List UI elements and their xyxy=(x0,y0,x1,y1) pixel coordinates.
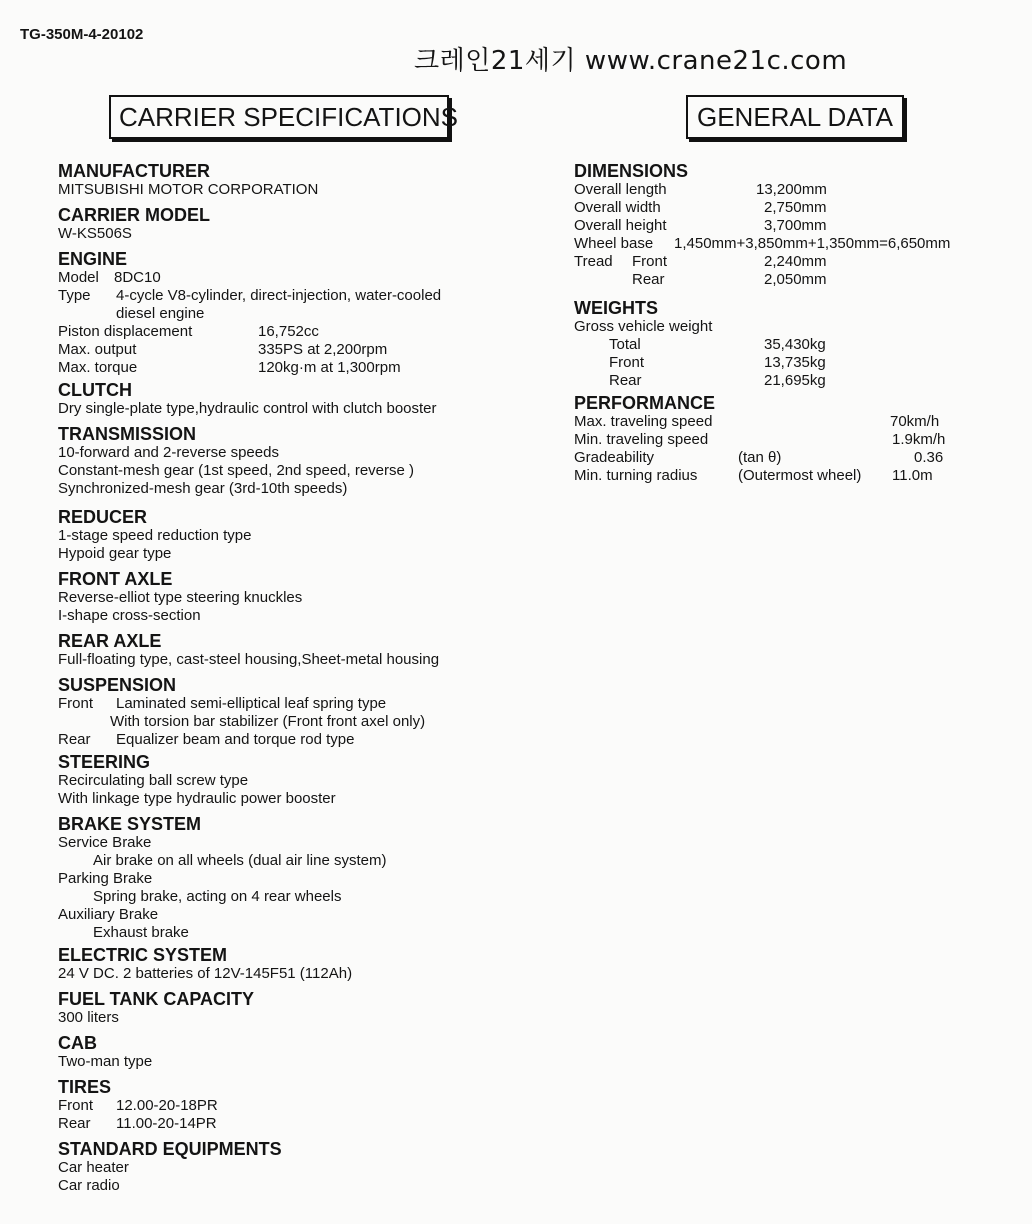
tread-rear-value: 2,050mm xyxy=(764,271,827,288)
overall-width-label: Overall width xyxy=(574,199,661,216)
tires-heading: TIRES xyxy=(58,1077,112,1097)
parking-brake-value: Spring brake, acting on 4 rear wheels xyxy=(93,888,342,905)
gradeability-value: 0.36 xyxy=(914,449,944,466)
overall-length-value: 13,200mm xyxy=(756,181,827,198)
performance-heading: PERFORMANCE xyxy=(574,393,716,413)
rear-axle-value: Full-floating type, cast-steel housing,Sheet-metal housing xyxy=(58,651,440,668)
service-brake-label: Service Brake xyxy=(58,834,152,851)
tires-rear-label: Rear xyxy=(58,1115,91,1132)
weight-front-row xyxy=(574,354,1014,372)
clutch-heading: CLUTCH xyxy=(58,380,132,400)
website-banner: 크레인21세기 www.crane21c.com xyxy=(414,46,848,76)
turning-radius-row xyxy=(574,467,1014,485)
overall-height-value: 3,700mm xyxy=(764,217,827,234)
overall-length-row xyxy=(574,181,1014,199)
carrier-model-value: W-KS506S xyxy=(58,225,132,242)
overall-length-label: Overall length xyxy=(574,181,667,198)
suspension-rear-row xyxy=(58,731,518,749)
engine-output-row xyxy=(58,341,518,359)
engine-model-row xyxy=(58,269,518,287)
engine-model-value: 8DC10 xyxy=(114,269,161,286)
min-speed-value: 1.9km/h xyxy=(892,431,946,448)
fuel-tank-heading: FUEL TANK CAPACITY xyxy=(58,989,254,1009)
engine-type-value: 4-cycle V8-cylinder, direct-injection, water-cooled xyxy=(116,287,442,304)
overall-height-label: Overall height xyxy=(574,217,667,234)
weight-rear-label: Rear xyxy=(609,372,642,389)
steering-heading: STEERING xyxy=(58,752,151,772)
reducer-value-1: 1-stage speed reduction type xyxy=(58,527,252,544)
front-axle-value-1: Reverse-elliot type steering knuckles xyxy=(58,589,303,606)
max-speed-row xyxy=(574,413,1014,431)
standard-equipments-heading: STANDARD EQUIPMENTS xyxy=(58,1139,282,1159)
gross-vehicle-weight-label: Gross vehicle weight xyxy=(574,318,713,335)
front-axle-heading: FRONT AXLE xyxy=(58,569,173,589)
turning-radius-label: Min. turning radius xyxy=(574,467,698,484)
carrier-model-heading: CARRIER MODEL xyxy=(58,205,210,225)
transmission-value-2: Constant-mesh gear (1st speed, 2nd speed, reverse ) xyxy=(58,462,415,479)
document-code: TG-350M-4-20102 xyxy=(20,26,144,43)
displacement-value: 16,752cc xyxy=(258,323,319,340)
torque-value: 120kg·m at 1,300rpm xyxy=(258,359,401,376)
suspension-front-row-2 xyxy=(58,713,518,731)
engine-model-label: Model xyxy=(58,269,99,286)
standard-equipment-1: Car heater xyxy=(58,1159,129,1176)
gradeability-row xyxy=(574,449,1014,467)
tread-rear-row xyxy=(574,271,1014,289)
engine-displacement-row xyxy=(58,323,518,341)
rear-axle-heading: REAR AXLE xyxy=(58,631,162,651)
engine-heading: ENGINE xyxy=(58,249,128,269)
general-data-title: GENERAL DATA xyxy=(686,95,904,139)
brake-system-heading: BRAKE SYSTEM xyxy=(58,814,202,834)
tires-front-value: 12.00-20-18PR xyxy=(116,1097,218,1114)
manufacturer-value: MITSUBISHI MOTOR CORPORATION xyxy=(58,181,319,198)
wheel-base-value: 1,450mm+3,850mm+1,350mm=6,650mm xyxy=(674,235,951,252)
weight-rear-value: 21,695kg xyxy=(764,372,826,389)
electric-system-value: 24 V DC. 2 batteries of 12V-145F51 (112Ah) xyxy=(58,965,353,982)
electric-system-heading: ELECTRIC SYSTEM xyxy=(58,945,228,965)
reducer-heading: REDUCER xyxy=(58,507,148,527)
overall-width-row xyxy=(574,199,1014,217)
carrier-specifications-column xyxy=(58,158,518,1195)
tires-rear-row xyxy=(58,1115,518,1133)
fuel-tank-value: 300 liters xyxy=(58,1009,119,1026)
min-speed-row xyxy=(574,431,1014,449)
parking-brake-label: Parking Brake xyxy=(58,870,153,887)
clutch-value: Dry single-plate type,hydraulic control with clutch booster xyxy=(58,400,437,417)
gradeability-label: Gradeability xyxy=(574,449,655,466)
tread-rear-label: Rear xyxy=(632,271,665,288)
carrier-specifications-title: CARRIER SPECIFICATIONS xyxy=(109,95,449,139)
weight-total-value: 35,430kg xyxy=(764,336,826,353)
steering-value-1: Recirculating ball screw type xyxy=(58,772,249,789)
weights-heading: WEIGHTS xyxy=(574,298,658,318)
gradeability-note: (tan θ) xyxy=(738,449,782,466)
overall-width-value: 2,750mm xyxy=(764,199,827,216)
engine-type-row xyxy=(58,287,518,305)
turning-radius-note: (Outermost wheel) xyxy=(738,467,862,484)
general-data-column xyxy=(574,158,1014,485)
max-speed-value: 70km/h xyxy=(890,413,940,430)
transmission-value-3: Synchronized-mesh gear (3rd-10th speeds) xyxy=(58,480,348,497)
wheel-base-row xyxy=(574,235,1014,253)
weight-total-label: Total xyxy=(609,336,641,353)
suspension-front-label: Front xyxy=(58,695,94,712)
displacement-label: Piston displacement xyxy=(58,323,193,340)
wheel-base-label: Wheel base xyxy=(574,235,654,252)
engine-torque-row xyxy=(58,359,518,377)
output-value: 335PS at 2,200rpm xyxy=(258,341,388,358)
suspension-heading: SUSPENSION xyxy=(58,675,177,695)
overall-height-row xyxy=(574,217,1014,235)
tread-front-row xyxy=(574,253,1014,271)
max-speed-label: Max. traveling speed xyxy=(574,413,713,430)
weight-front-value: 13,735kg xyxy=(764,354,826,371)
steering-value-2: With linkage type hydraulic power booster xyxy=(58,790,336,807)
tires-front-row xyxy=(58,1097,518,1115)
weight-front-label: Front xyxy=(609,354,645,371)
auxiliary-brake-value: Exhaust brake xyxy=(93,924,189,941)
standard-equipment-2: Car radio xyxy=(58,1177,120,1194)
suspension-front-row xyxy=(58,695,518,713)
weight-rear-row xyxy=(574,372,1014,390)
tires-front-label: Front xyxy=(58,1097,94,1114)
torque-label: Max. torque xyxy=(58,359,138,376)
reducer-value-2: Hypoid gear type xyxy=(58,545,172,562)
transmission-heading: TRANSMISSION xyxy=(58,424,197,444)
dimensions-heading: DIMENSIONS xyxy=(574,161,689,181)
auxiliary-brake-label: Auxiliary Brake xyxy=(58,906,159,923)
tread-front-label: Front xyxy=(632,253,668,270)
tires-rear-value: 11.00-20-14PR xyxy=(116,1115,217,1132)
service-brake-value: Air brake on all wheels (dual air line system) xyxy=(93,852,387,869)
front-axle-value-2: I-shape cross-section xyxy=(58,607,201,624)
suspension-rear-label: Rear xyxy=(58,731,91,748)
tread-front-value: 2,240mm xyxy=(764,253,827,270)
output-label: Max. output xyxy=(58,341,137,358)
suspension-front-value: Laminated semi-elliptical leaf spring type xyxy=(116,695,387,712)
tread-label: Tread xyxy=(574,253,613,270)
cab-heading: CAB xyxy=(58,1033,97,1053)
suspension-rear-value: Equalizer beam and torque rod type xyxy=(116,731,355,748)
weight-total-row xyxy=(574,336,1014,354)
turning-radius-value: 11.0m xyxy=(892,467,933,484)
cab-value: Two-man type xyxy=(58,1053,153,1070)
manufacturer-heading: MANUFACTURER xyxy=(58,161,210,181)
suspension-front-value-2: With torsion bar stabilizer (Front front axel only) xyxy=(110,713,426,730)
engine-type-label: Type xyxy=(58,287,91,304)
transmission-value-1: 10-forward and 2-reverse speeds xyxy=(58,444,279,461)
engine-type-row-2 xyxy=(58,305,518,323)
min-speed-label: Min. traveling speed xyxy=(574,431,709,448)
engine-type-value-2: diesel engine xyxy=(116,305,205,322)
